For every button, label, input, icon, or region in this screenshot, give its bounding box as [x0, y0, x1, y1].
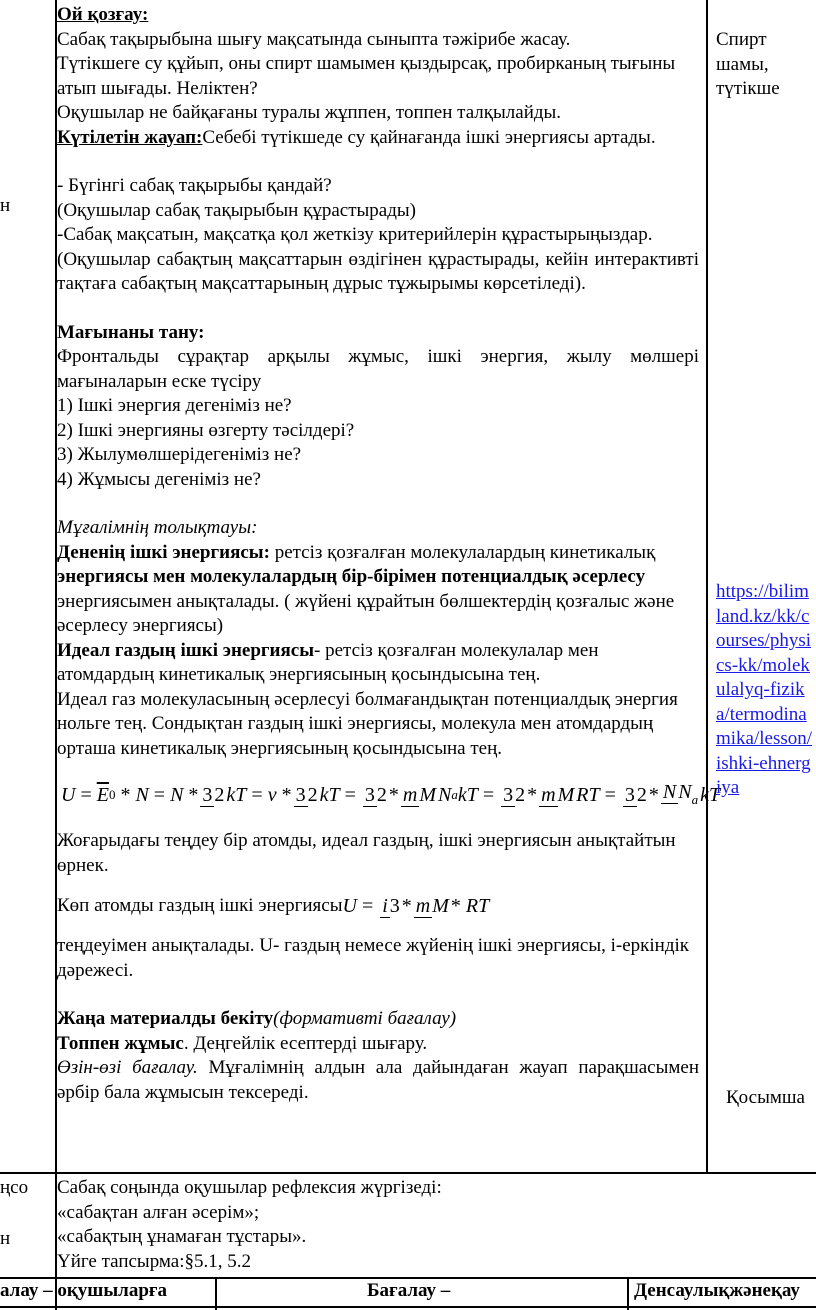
- resource-materials: Спирт шамы, түтікше: [716, 29, 780, 99]
- resource-link[interactable]: https://bilimland.kz/kk/courses/physics-kk/molekulalyq-fizika/termodinamika/lesson/ishki-ehnergiya: [716, 581, 813, 798]
- question-item: 3) Жылумөлшерідегеніміз не?: [57, 444, 302, 465]
- left-fragment: н: [0, 1228, 11, 1249]
- table-border: [0, 1306, 816, 1308]
- table-border: [0, 1172, 816, 1174]
- left-fragment: н: [0, 195, 11, 216]
- title-italic: (формативті бағалау): [273, 1008, 457, 1029]
- paragraph: Сабақ тақырыбына шығу мақсатында сыныпта тәжірибе жасау.: [57, 28, 571, 50]
- text: . Деңгейлік есептерді шығару.: [183, 1032, 428, 1054]
- term: Дененің ішкі энергиясы:: [57, 541, 270, 563]
- reflection-line: Сабақ соңында оқушылар рефлексия жүргізеді:: [57, 1177, 442, 1198]
- table-border: [706, 0, 708, 1172]
- paragraph: Фронтальды сұрақтар арқылы жұмыс, ішкі энергия, жылу мөлшері мағыналарын еске түсіру: [57, 346, 699, 392]
- table-border: [0, 1277, 816, 1279]
- paragraph: (Оқушылар сабақтың мақсаттарын өздігінен құрастырады, кейін интерактивті тақтаға сабақтың мақсаттарының дұрыс тұжырымы көрсетіледі).: [57, 248, 699, 294]
- paragraph: теңдеуімен анықталады. U- газдың немесе жүйенің ішкі энергиясы, і-еркіндік дәрежесі.: [57, 935, 689, 981]
- paragraph: Оқушылар не байқағаны туралы жұппен, топпен талқылайды.: [57, 102, 562, 123]
- question-item: 2) Ішкі энергияны өзгерту тәсілдері?: [57, 419, 355, 441]
- text: Көп атомды газдың ішкі энергиясы: [57, 894, 343, 916]
- section-title: Мағынаны тану:: [57, 321, 205, 343]
- paragraph: [57, 878, 699, 934]
- paragraph: [57, 639, 699, 688]
- expected-answer-label: Күтілетін жауап:: [57, 126, 203, 148]
- question-item: 4) Жұмысы дегеніміз не?: [57, 468, 261, 490]
- term: Топпен жұмыс: [57, 1032, 184, 1054]
- question-item: 1) Ішкі энергия дегеніміз не?: [57, 395, 292, 416]
- text: ретсіз қозғалған молекулалардың кинетикалық: [269, 541, 656, 563]
- section-title: Мұғалімнің толықтауы:: [57, 517, 258, 538]
- paragraph: Идеал газ молекуласының әсерлесуі болмағандықтан потенциалдық энергия нольге тең. Сондықтан газдың ішкі энергиясы, молекула мен атомдардың орташа кинетикалық энергиясының қосындысына тең.: [57, 688, 678, 759]
- resource-appendix: Қосымша: [726, 1087, 805, 1108]
- text: - ретсіз қозғалған молекулалар мен атомдардың кинетикалық энергиясының қосындысына тең.: [57, 639, 599, 685]
- paragraph: Түтікшеге су құйып, оны спирт шамымен қыздырсақ, пробирканың тығыны атып шығады. Неліктен?: [57, 53, 676, 99]
- expected-answer: [57, 126, 699, 151]
- text: энергиясымен анықталады. ( жүйені құрайтын бөлшектердің қозғалыс және әсерлесу энергиясы): [57, 590, 675, 636]
- footer-header-3: Денсаулықжәнеқау: [634, 1280, 800, 1301]
- reflection-line: «сабақтың ұнамаған тұстары».: [57, 1226, 307, 1247]
- paragraph: [57, 1056, 699, 1105]
- paragraph: -Сабақ мақсатын, мақсатқа қол жеткізу критерийлерін құрастырыңыздар.: [57, 224, 653, 245]
- reflection-block: [57, 1176, 699, 1274]
- title-bold: Жаңа материалды бекіту: [57, 1008, 274, 1029]
- paragraph: Жоғарыдағы теңдеу бір атомды, идеал газдың, ішкі энергиясын анықтайтын өрнек.: [57, 830, 676, 876]
- lesson-content: [57, 3, 721, 1105]
- term: энергиясы мен молекулалардың бір-бірімен потенциалдық әсерлесу: [57, 566, 646, 587]
- internal-energy-equation: U = $\overline{E}$ 0 * N = N * 3 2 kT = ν * 3 2 kT = 3 2 * m M N a kT = 3 2 * m M RT = 3 2 * N Na kT: [61, 780, 721, 807]
- homework-line: Үйге тапсырма:§5.1, 5.2: [57, 1250, 252, 1272]
- paragraph: [57, 541, 699, 639]
- term: Өзін-өзі бағалау.: [57, 1057, 198, 1078]
- left-fragment: ңсо: [0, 1177, 29, 1198]
- text: Мұғалімнің алдын ала дайындаған жауап парақшасымен әрбір бала жұмысын тексереді.: [57, 1057, 699, 1103]
- paragraph: (Оқушылар сабақ тақырыбын құрастырады): [57, 199, 416, 221]
- section-title: Ой қозғау:: [57, 4, 149, 25]
- expected-answer-text: Себебі түтікшеде су қайнағанда ішкі энергиясы артады.: [202, 126, 656, 148]
- footer-header-2: Бағалау –: [367, 1280, 451, 1301]
- reflection-line: «сабақтан алған әсерім»;: [57, 1201, 260, 1223]
- term: Идеал газдың ішкі энергиясы: [57, 639, 315, 661]
- multi-atom-equation: U = i 3 * m M * RT: [342, 894, 490, 917]
- paragraph: - Бүгінгі сабақ тақырыбы қандай?: [57, 175, 332, 196]
- paragraph: [57, 1032, 699, 1057]
- footer-header-1: алау – оқушыларға: [0, 1280, 168, 1301]
- section-title: [57, 1007, 699, 1032]
